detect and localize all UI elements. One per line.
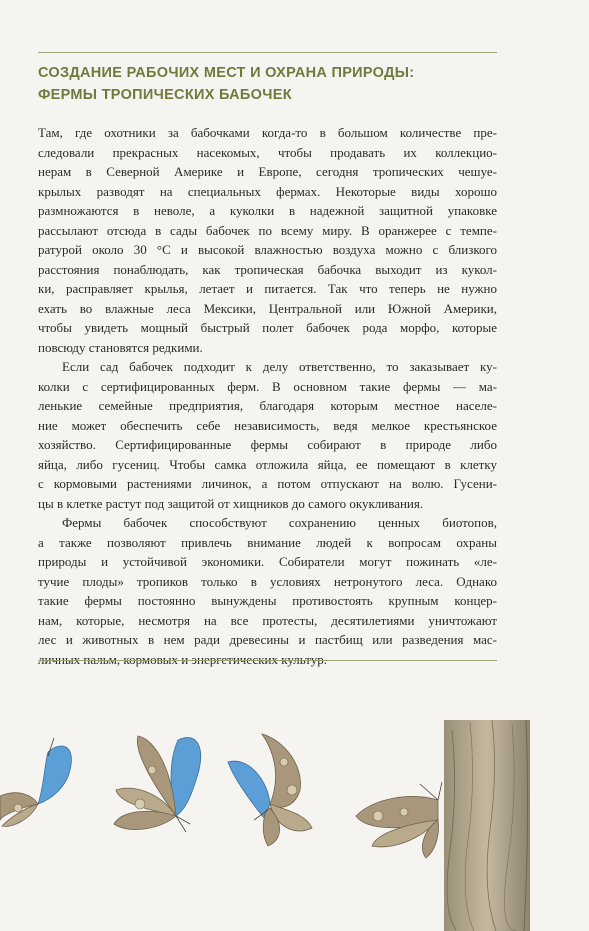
heading-line-2: ФЕРМЫ ТРОПИЧЕСКИХ БАБОЧЕК (38, 87, 292, 103)
text-line: ленькие семейные предприятия, благодаря которым местное населе- (38, 398, 497, 413)
text-line: ки, расправляет крылья, летает и питается. Так что теперь не нужно (38, 281, 497, 296)
text-line: колки с сертифицированных ферм. В основном такие фермы — ма- (38, 378, 497, 394)
butterfly-icon (228, 734, 312, 846)
text-line: яйца, либо гусениц. Чтобы самка отложила яйца, ее помещают в клетку (38, 456, 497, 472)
top-divider (38, 52, 497, 53)
tree-trunk-icon (444, 720, 530, 931)
text-line: следовали прекрасных насекомых, чтобы продавать их коллекцио- (38, 144, 497, 160)
text-line: личных пальм, кормовых и энергетических культур. (38, 651, 327, 667)
paragraph-1 (38, 123, 497, 357)
text-line: ние может обеспечить себе независимость, ведя мелкое крестьянское (38, 417, 497, 433)
text-line: крылых разводят на специальных фермах. Некоторые виды хорошо (38, 183, 497, 199)
text-line: нам, которые, несмотря на все протесты, десятилетиями уничтожают (38, 612, 497, 628)
section-heading (38, 62, 508, 106)
text-line: размножаются в неволе, а куколки в надежной защитной упаковке (38, 203, 497, 218)
text-line: такие фермы постоянно вынуждены противостоять крупным концер- (38, 593, 497, 608)
text-line: повсюду становятся редкими. (38, 339, 203, 355)
text-line: природы и устойчивой экономики. Собиратели могут пожинать «ле- (38, 554, 497, 569)
text-line: расстояния понаблюдать, как тропическая бабочка выходит из кукол- (38, 261, 497, 277)
text-line: ратурой около 30 °С и высокой влажностью воздуха можно с близкого (38, 242, 497, 257)
butterfly-icon (0, 738, 71, 826)
heading-line-1: СОЗДАНИЕ РАБОЧИХ МЕСТ И ОХРАНА ПРИРОДЫ: (38, 65, 415, 81)
butterfly-illustration (0, 700, 589, 931)
text-line: Если сад бабочек подходит к делу ответственно, то заказывает ку- (62, 359, 497, 374)
text-line: нерам в Северной Америке и Европе, сегодня тропических чешуе- (38, 164, 497, 179)
article-body (38, 123, 497, 669)
text-line: Фермы бабочек способствуют сохранению ценных биотопов, (62, 515, 497, 530)
text-line: лес и животных в нем ради древесины и пастбищ или разведения мас- (38, 632, 497, 647)
bottom-divider (38, 660, 497, 661)
text-line: рассылают отсюда в сады бабочек по всему миру. В оранжерее с темпе- (38, 222, 497, 238)
text-line: хозяйство. Сертифицированные фермы собирают в природе либо (38, 437, 497, 452)
text-line: цы в клетке растут под защитой от хищников до самого окукливания. (38, 495, 424, 511)
text-line: а также позволяют привлечь внимание людей к вопросам охраны (38, 534, 497, 550)
butterfly-icon (114, 736, 201, 832)
text-line: чтобы увидеть мощный быстрый полет бабочек рода морфо, которые (38, 320, 497, 335)
text-line: Там, где охотники за бабочками когда-то в большом количестве пре- (38, 125, 497, 140)
paragraph-3 (38, 513, 497, 669)
paragraph-2 (38, 357, 497, 513)
text-line: ехать во влажные леса Мексики, Центральной или Южной Америки, (38, 300, 497, 316)
text-line: тучие плоды» тропиков только в условиях нетронутого леса. Однако (38, 573, 497, 589)
text-line: с кормовыми растениями личинок, а потом отпускают на волю. Гусени- (38, 476, 497, 491)
butterfly-icon (356, 782, 442, 858)
